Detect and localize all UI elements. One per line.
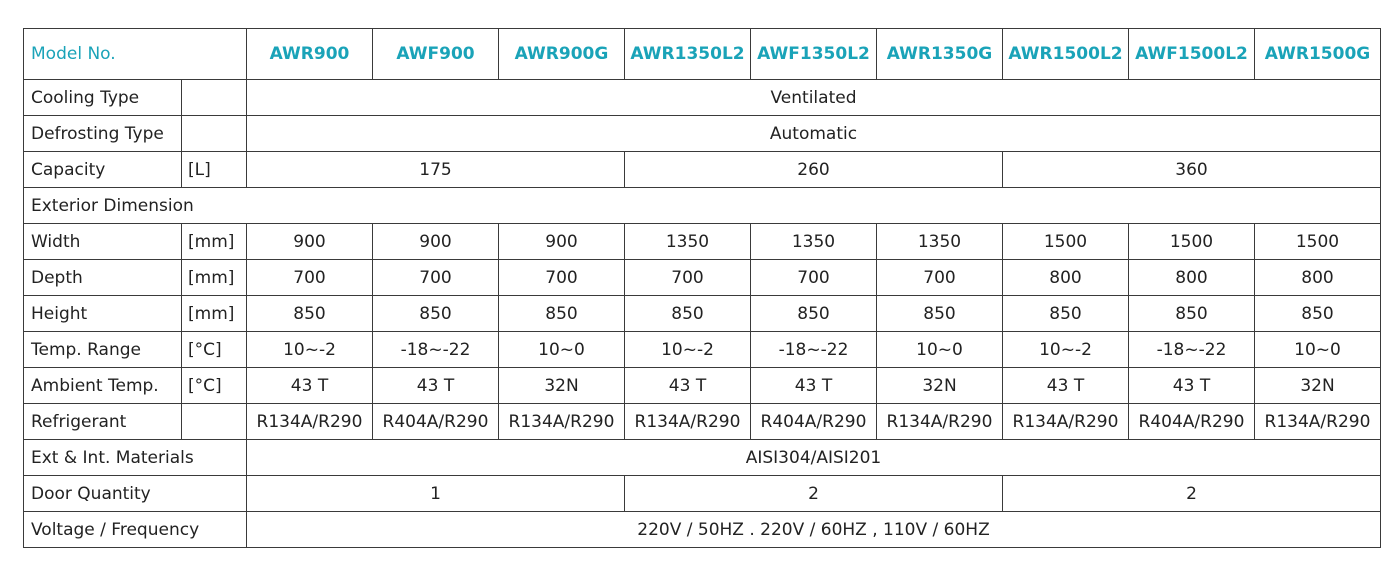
temp-range-value: 10~0 xyxy=(877,332,1003,368)
depth-value: 700 xyxy=(877,260,1003,296)
depth-value: 700 xyxy=(625,260,751,296)
height-value: 850 xyxy=(751,296,877,332)
unit-cell: [L] xyxy=(182,152,247,188)
ambient-temp-value: 32N xyxy=(499,368,625,404)
door-quantity-value: 2 xyxy=(1003,476,1381,512)
row-label: Height xyxy=(24,296,182,332)
row-label: Defrosting Type xyxy=(24,116,182,152)
refrigerant-value: R134A/R290 xyxy=(1255,404,1381,440)
voltage-value: 220V / 50HZ . 220V / 60HZ , 110V / 60HZ xyxy=(247,512,1381,548)
refrigerant-value: R134A/R290 xyxy=(625,404,751,440)
depth-value: 700 xyxy=(373,260,499,296)
height-value: 850 xyxy=(1129,296,1255,332)
ambient-temp-value: 32N xyxy=(1255,368,1381,404)
row-label: Cooling Type xyxy=(24,80,182,116)
width-value: 1350 xyxy=(877,224,1003,260)
header-row xyxy=(24,29,1381,80)
door-quantity-value: 1 xyxy=(247,476,625,512)
capacity-row xyxy=(24,152,1381,188)
width-value: 900 xyxy=(499,224,625,260)
height-value: 850 xyxy=(625,296,751,332)
capacity-value: 360 xyxy=(1003,152,1381,188)
row-label: Width xyxy=(24,224,182,260)
door-quantity-row xyxy=(24,476,1381,512)
temp-range-value: -18~-22 xyxy=(751,332,877,368)
row-label: Voltage / Frequency xyxy=(24,512,247,548)
ambient-temp-value: 43 T xyxy=(751,368,877,404)
model-header: AWF1500L2 xyxy=(1129,29,1255,80)
ambient-temp-value: 43 T xyxy=(625,368,751,404)
door-quantity-value: 2 xyxy=(625,476,1003,512)
temp-range-value: 10~0 xyxy=(1255,332,1381,368)
height-row xyxy=(24,296,1381,332)
model-header: AWR1350L2 xyxy=(625,29,751,80)
temp-range-value: -18~-22 xyxy=(373,332,499,368)
temp-range-value: 10~0 xyxy=(499,332,625,368)
ambient-temp-value: 43 T xyxy=(373,368,499,404)
height-value: 850 xyxy=(373,296,499,332)
row-label: Capacity xyxy=(24,152,182,188)
depth-value: 800 xyxy=(1255,260,1381,296)
temp-range-value: 10~-2 xyxy=(247,332,373,368)
width-value: 1500 xyxy=(1003,224,1129,260)
width-value: 1500 xyxy=(1255,224,1381,260)
refrigerant-value: R404A/R290 xyxy=(1129,404,1255,440)
depth-value: 700 xyxy=(247,260,373,296)
cooling-type-row xyxy=(24,80,1381,116)
unit-cell xyxy=(182,80,247,116)
height-value: 850 xyxy=(499,296,625,332)
temp-range-row xyxy=(24,332,1381,368)
unit-cell: [mm] xyxy=(182,224,247,260)
exterior-dimension-row xyxy=(24,188,1381,224)
unit-cell: [mm] xyxy=(182,296,247,332)
voltage-row xyxy=(24,512,1381,548)
height-value: 850 xyxy=(1003,296,1129,332)
refrigerant-value: R134A/R290 xyxy=(247,404,373,440)
defrosting-type-value: Automatic xyxy=(247,116,1381,152)
height-value: 850 xyxy=(1255,296,1381,332)
row-label: Depth xyxy=(24,260,182,296)
capacity-value: 175 xyxy=(247,152,625,188)
model-header: AWF1350L2 xyxy=(751,29,877,80)
spec-table xyxy=(23,28,1381,548)
materials-row xyxy=(24,440,1381,476)
row-label: Door Quantity xyxy=(24,476,247,512)
ambient-temp-row xyxy=(24,368,1381,404)
model-header: AWR900G xyxy=(499,29,625,80)
width-value: 1350 xyxy=(751,224,877,260)
row-label: Temp. Range xyxy=(24,332,182,368)
unit-cell xyxy=(182,116,247,152)
refrigerant-row xyxy=(24,404,1381,440)
model-header: AWF900 xyxy=(373,29,499,80)
defrosting-type-row xyxy=(24,116,1381,152)
section-label: Exterior Dimension xyxy=(24,188,247,224)
model-header: AWR1350G xyxy=(877,29,1003,80)
cooling-type-value: Ventilated xyxy=(247,80,1381,116)
depth-value: 800 xyxy=(1129,260,1255,296)
width-value: 1500 xyxy=(1129,224,1255,260)
ambient-temp-value: 32N xyxy=(877,368,1003,404)
width-value: 900 xyxy=(247,224,373,260)
section-spacer xyxy=(247,188,1381,224)
ambient-temp-value: 43 T xyxy=(1003,368,1129,404)
unit-cell: [°C] xyxy=(182,368,247,404)
unit-cell xyxy=(182,404,247,440)
refrigerant-value: R404A/R290 xyxy=(751,404,877,440)
depth-value: 700 xyxy=(499,260,625,296)
depth-value: 700 xyxy=(751,260,877,296)
ambient-temp-value: 43 T xyxy=(247,368,373,404)
row-label: Ambient Temp. xyxy=(24,368,182,404)
width-value: 1350 xyxy=(625,224,751,260)
height-value: 850 xyxy=(247,296,373,332)
refrigerant-value: R134A/R290 xyxy=(499,404,625,440)
refrigerant-value: R404A/R290 xyxy=(373,404,499,440)
unit-cell: [mm] xyxy=(182,260,247,296)
temp-range-value: 10~-2 xyxy=(625,332,751,368)
depth-row xyxy=(24,260,1381,296)
height-value: 850 xyxy=(877,296,1003,332)
model-header: AWR1500L2 xyxy=(1003,29,1129,80)
model-no-label: Model No. xyxy=(24,29,247,80)
row-label: Refrigerant xyxy=(24,404,182,440)
width-value: 900 xyxy=(373,224,499,260)
width-row xyxy=(24,224,1381,260)
capacity-value: 260 xyxy=(625,152,1003,188)
depth-value: 800 xyxy=(1003,260,1129,296)
refrigerant-value: R134A/R290 xyxy=(877,404,1003,440)
unit-cell: [°C] xyxy=(182,332,247,368)
row-label: Ext & Int. Materials xyxy=(24,440,247,476)
refrigerant-value: R134A/R290 xyxy=(1003,404,1129,440)
model-header: AWR1500G xyxy=(1255,29,1381,80)
temp-range-value: 10~-2 xyxy=(1003,332,1129,368)
ambient-temp-value: 43 T xyxy=(1129,368,1255,404)
model-header: AWR900 xyxy=(247,29,373,80)
materials-value: AISI304/AISI201 xyxy=(247,440,1381,476)
temp-range-value: -18~-22 xyxy=(1129,332,1255,368)
